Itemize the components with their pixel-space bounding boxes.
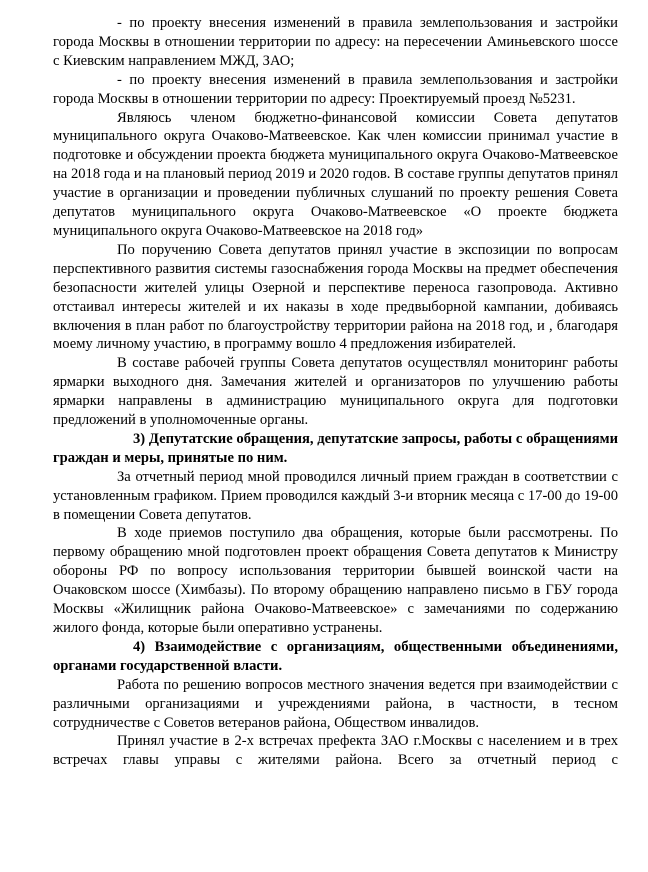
paragraph-appeals: В ходе приемов поступило два обращения, которые были рассмотрены. По первому обращению мной подготовлен проект обращения Совета депутатов к Министру обороны РФ по вопросу использования территории бывшей воинской части на Очаковском шоссе (Химбазы). По второму обращению направлено письмо в ГБУ города Москвы «Жилищник района Очаково-Матвеевское» с замечаниями по содержанию жилого фонда, которые были оперативно устранены.	[53, 525, 618, 636]
paragraph-cooperation: Работа по решению вопросов местного значения ведется при взаимодействии с различными организациями и учреждениями района, в частности, в тесном сотрудничестве с Советов ветеранов района, Обществом инвалидов.	[53, 676, 618, 731]
paragraph-reception: За отчетный период мной проводился личный прием граждан в соответствии с установленным графиком. Прием проводился каждый 3-и вторник месяца с 17-00 до 19-00 в помещении Совета депутатов.	[53, 468, 618, 523]
section-heading-4: 4) Взаимодействие с организациям, общественными объединениями, органами государственной власти.	[53, 638, 618, 674]
paragraph-meetings: Принял участие в 2-х встречах префекта ЗАО г.Москвы с населением и в трех встречах главы управы с жителями района. Всего за отчетный период с	[53, 733, 618, 769]
paragraph-budget-commission: Являюсь членом бюджетно-финансовой комиссии Совета депутатов муниципального округа Очаково-Матвеевское. Как член комиссии принимал участие в подготовке и обсуждении проекта бюджета муниципального округа Очаково-Матвеевское на 2018 года и на плановый период 2019 и 2020 годов. В составе группы депутатов принял участие в организации и проведении публичных слушаний по проекту решения Совета депутатов муниципального округа Очаково-Матвеевское «О проекте бюджета муниципального округа Очаково-Матвеевское на 2018 год»	[53, 109, 618, 239]
paragraph-fair-monitoring: В составе рабочей группы Совета депутатов осуществлял мониторинг работы ярмарки выходного дня. Замечания жителей и организаторов по улучшению работы ярмарки направлены в администрацию муниципального округа для подготовки предложений в уполномоченные органы.	[53, 355, 618, 429]
section-heading-3: 3) Депутатские обращения, депутатские запросы, работы с обращениями граждан и меры, принятые по ним.	[53, 430, 618, 466]
paragraph-zoning-project-1: - по проекту внесения изменений в правила землепользования и застройки города Москвы в отношении территории по адресу: на пересечении Аминьевского шоссе с Киевским направлением МЖД, ЗАО;	[53, 15, 618, 69]
paragraph-zoning-project-2: - по проекту внесения изменений в правила землепользования и застройки города Москвы в отношении территории по адресу: Проектируемый проезд №5231.	[53, 71, 618, 107]
paragraph-gas-supply: По поручению Совета депутатов принял участие в экспозиции по вопросам перспективного развития системы газоснабжения города Москвы на предмет обеспечения безопасности жителей улицы Озерной и перспективе переноса газопровода. Активно отстаивал интересы жителей и их наказы в ходе предвыборной кампании, добиваясь включения в план работ по благоустройству территории района на 2018 год, и , благодаря моему личному участию, в программу вошло 4 предложения избирателей.	[53, 241, 618, 353]
